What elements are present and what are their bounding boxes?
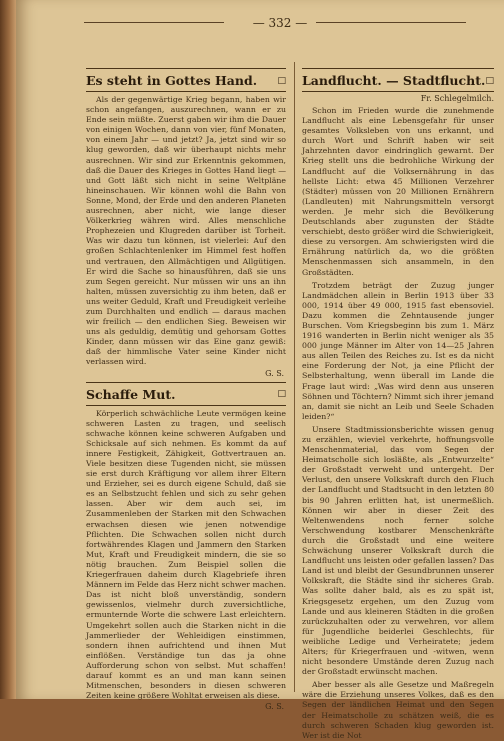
article-heading <box>302 71 494 89</box>
article-byline: Fr. Schlegelmilch. <box>420 94 494 103</box>
left-column <box>86 66 286 712</box>
article-body: Als der gegenwärtige Krieg begann, haben wir schon angefangen, auszurechnen, wann er zu Ende sein müßte. Zuerst gaben wir ihm die Dauer von einigen Wochen, dann von vier, fünf Monaten, von einem Jahr — und jetzt? Ja, jetzt sind wir so klug geworden, daß wir überhaupt nichts mehr ausrechnen. Wir sind zur Erkenntnis gekommen, daß die Dauer des Krieges in Gottes Hand liegt — und Gott läßt sich nicht in seine Weltpläne hineinschauen. Wir können wohl die Bahn von Sonne, Mond, der Erde und den anderen Planeten ausrechnen, aber nicht, wie lange dieser Völkerkrieg währen wird. Alles menschliche Prophezeien und Klugreden darüber ist Torheit. Was wir dazu tun können, ist vielerlei: Auf den großen Schlachtenlenker im Himmel fest hoffen und vertrauen, den Allmächtigen und Allgütigen. Er wird die Sache so hinausführen, daß sie uns zum Segen gereicht. Nur müssen wir uns an ihn halten, müssen zuversichtig zu ihm beten, daß er uns weiter Geduld, Kraft und Freudigkeit verleihe zum Durchhalten und endlich — daraus machen wir freilich — den endlichen Sieg. Beweisen wir uns als geduldig, demütig und gehorsam Gottes Kinder, dann müssen wir das Eine ganz gewiß: daß der himmlische Vater seine Kinder nicht verlassen wird. <box>86 95 286 367</box>
article-title: Landflucht. — Stadtflucht. <box>302 73 486 88</box>
section-mark-icon: □ <box>277 389 286 400</box>
page-number: — 332 — <box>252 16 308 30</box>
section-mark-icon: □ <box>485 75 494 86</box>
article-title: Es steht in Gottes Hand. <box>86 73 258 88</box>
article-body: Körperlich schwächliche Leute vermögen keine schweren Lasten zu tragen, und seelisch schwache können keine schweren Aufgaben und Schicksale auf sich nehmen. Es kommt da auf innere Festigkeit, Zähigkeit, Gottvertrauen an. Viele besitzen diese Tugenden nicht, sie müssen sie erst durch Kräftigung vor allem ihrer Eltern und Erzieher, sei es durch eigene Schuld, daß sie es an Selbstzucht fehlen und sich zu sehr gehen lassen. Aber wir dem auch sei, im Zusammenleben der Starken mit den Schwachen erwachsen diesen wie jenen notwendige Pflichten. Die Schwachen sollen nicht durch fortwährendes Klagen und Jammern den Starken Mut, Kraft und Freudigkeit mindern, die sie so nötig brauchen. Zum Beispiel sollen die Kriegerfrauen daheim durch Klagebriefe ihren Männern im Felde das Herz nicht schwer machen. Das ist nicht bloß unverständig, sondern gewissenlos, vielmehr durch zuversichtliche, ermunternde Worte die schwere Last erleichtern. Umgekehrt sollen auch die Starken nicht in die Jammerlieder der Wehleidigen einstimmen, sondern ihnen aufrichtend und ihnen Mut einflößen. Verständige tun das ja ohne Aufforderung schon von selbst. Mut schaffen! darauf kommt es an und man kann seinen Mitmenschen, besonders in diesen schweren Zeiten keine größere Wohltat erweisen als diese. <box>86 408 286 701</box>
header-rule-left <box>84 22 224 23</box>
section-rule <box>86 382 286 383</box>
article-signature: G. S. <box>265 702 284 712</box>
section-rule <box>86 405 286 406</box>
article-heading <box>86 385 286 403</box>
column-divider <box>294 62 295 692</box>
article-paragraph: Schon im Frieden wurde die zunehmende Landflucht als eine Lebensgefahr für unser gesamtes Volksleben von uns erkannt, und durch Wort und Schrift haben wir seit Jahrzehnten davor eindringlich gewarnt. Der Krieg stellt uns die bedrohliche Wirkung der Landflucht auf die Volksernährung in das hellste Licht: etwa 45 Millionen Verzehrer (Städter) müssen von 20 Millionen Ernährern (Landleuten) mit Nahrungsmitteln versorgt werden. Je mehr sich die Bevölkerung Deutschlands aber zugunsten der Städte verschiebt, desto größer wird die Schwierigkeit, diese zu versorgen. Am schwierigsten wird die Ernährung natürlich da, wo die größten Menschenmassen sich ansammeln, in den Großstädten. <box>302 106 494 277</box>
article-title: Schaffe Mut. <box>86 386 176 402</box>
section-rule <box>86 91 286 92</box>
section-rule <box>302 91 494 92</box>
section-mark-icon: □ <box>277 75 286 86</box>
article-paragraph: Unsere Stadtmissionsberichte wissen genug zu erzählen, wieviel verkehrte, hoffnungsvolle Menschenmaterial, das vom Segen der Heimatscholle sich losläßte, als „Entwurzelte“ der Großstadt verweht und untergeht. Der Verlust, den unsere Volkskraft durch den Fluch der Landflucht und Stadtsucht in den letzten 80 bis 90 Jahren erlitten hat, ist unermeßlich. Können wir aber in dieser Zeit des Weltenwendens noch ferner solche Verschwendung kostbarer Menschenkräfte durch die Großstadt und eine weitere Schwächung unserer Volkskraft durch die Landflucht uns leisten oder gefallen lassen? Das Land ist und bleibt der Gesundbrunnen unserer Volkskraft, die Städte sind ihr sicheres Grab. Was sollte daher bald, als es zu spät ist, Kriegsgesetz ergehen, um den Zuzug vom Lande und aus kleineren Städten in die großen zurückzuhalten oder zu verwehren, vor allem für Jugendliche beiderlei Geschlechts, für weibliche Ledige und Verheiratete; jedem Alters; für Kriegerfrauen und -witwen, wenn nicht besondere Umstände deren Zuzug nach der Großstadt erwünscht machen. <box>302 424 494 677</box>
header-rule-right <box>316 22 466 23</box>
article-paragraph: Trotzdem beträgt der Zuzug junger Landmädchen allein in Berlin 1913 über 33 000, 1914 über 49 000, 1915 fast ebensoviel. Dazu kommen die Zehntausende junger Burschen. Vom Kriegsbeginn bis zum 1. März 1916 wanderten in Berlin nicht weniger als 35 000 junge Männer im Alter von 14—25 Jahren aus allen Teilen des Reiches zu. Ist es da nicht eine Forderung der Not, ja eine Pflicht der Selbsterhaltung, wenn überall im Lande die Frage laut wird: „Was wird denn aus unseren Söhnen und Töchtern? Nimmt sich ihrer jemand an, damit sie nicht an Leib und Seele Schaden leiden?“ <box>302 280 494 421</box>
article-paragraph: Aber besser als alle Gesetze und Maßregeln wäre die Erziehung unseres Volkes, daß es den Segen der ländlichen Heimat und den Segen der Heimatscholle zu schätzen weiß, die es durch schweren Schaden klug geworden ist. Wer ist die Not <box>302 680 494 740</box>
book-spine <box>0 0 16 699</box>
section-rule <box>86 68 286 69</box>
article-signature: G. S. <box>265 368 284 378</box>
right-column <box>302 66 494 740</box>
section-rule <box>302 68 494 69</box>
article-heading <box>86 71 286 89</box>
